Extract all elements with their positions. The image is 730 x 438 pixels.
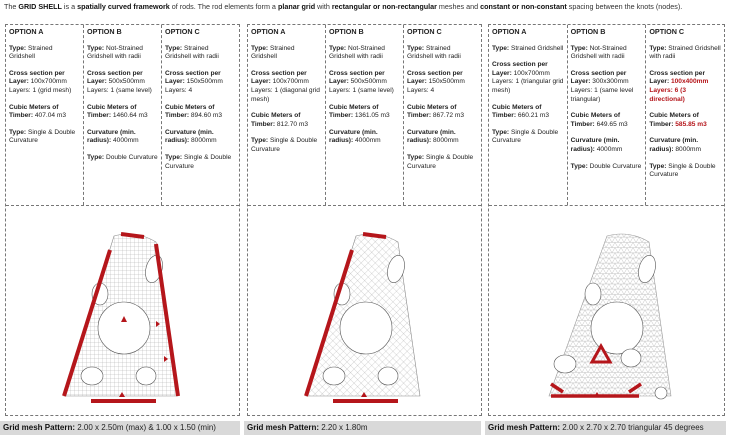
grid-mesh-caption-3 <box>485 421 726 435</box>
label: Cross section per Layer: <box>87 69 143 86</box>
label: Cubic Meters of Timber: <box>407 103 457 120</box>
option-b-card <box>326 25 404 205</box>
option-b-card <box>568 25 647 205</box>
value: 660.21 m3 <box>516 112 550 120</box>
label: Cubic Meters of Timber: <box>492 103 542 120</box>
opening <box>585 283 601 305</box>
intro-text <box>4 2 726 12</box>
label: Cross section per Layer: <box>570 69 627 86</box>
option-type <box>329 45 400 62</box>
value: 150x500mm <box>426 78 465 86</box>
value: 4000mm <box>594 145 623 153</box>
option-curvature <box>165 129 236 146</box>
option-cubic-meters <box>649 112 721 129</box>
option-type <box>571 45 643 62</box>
gridshell-panel-2 <box>247 24 482 416</box>
label: Cubic Meters of Timber: <box>649 112 699 128</box>
option-curvature-type <box>492 129 564 146</box>
value: Single & Double Curvature <box>9 128 76 145</box>
option-title: OPTION A <box>251 27 286 36</box>
option-c-card <box>162 25 239 205</box>
option-curvature <box>571 137 643 154</box>
intro-part: spacing between the knots (nodes). <box>566 2 683 11</box>
layers: Layers: 4 <box>165 86 193 94</box>
label: Type: <box>9 44 27 52</box>
option-cross-section <box>165 70 236 96</box>
opening <box>621 349 641 367</box>
option-cubic-meters <box>571 112 643 129</box>
option-curvature <box>87 129 158 146</box>
value: Strained Gridshell with radii <box>407 44 461 61</box>
option-title: OPTION B <box>329 27 364 36</box>
value: 4000mm <box>353 137 381 145</box>
label: Type: <box>251 44 269 52</box>
label: Type: <box>407 153 425 161</box>
option-curvature-type <box>571 163 643 172</box>
value: Single & Double Curvature <box>492 128 559 145</box>
option-curvature-type <box>9 129 80 146</box>
value: 300x300mm <box>590 78 629 86</box>
value: 8000mm <box>189 137 217 145</box>
value: Double Curvature <box>104 153 158 161</box>
option-cross-section <box>407 70 478 96</box>
value: 4000mm <box>111 137 139 145</box>
layers: Layers: 1 (diagonal grid mesh) <box>251 86 320 103</box>
label: Cubic Meters of Timber: <box>329 103 379 120</box>
value: Single & Double Curvature <box>165 153 232 170</box>
label: Type: <box>407 44 425 52</box>
label: Type: <box>570 162 588 170</box>
label: Type: <box>87 44 105 52</box>
opening <box>655 387 667 399</box>
value: 1460.64 m3 <box>111 112 148 120</box>
value: 407.04 m3 <box>33 112 67 120</box>
option-cross-section <box>571 70 643 104</box>
option-curvature <box>407 129 478 146</box>
opening <box>378 367 398 385</box>
caption-value: 2.20 x 1.80m <box>319 423 368 432</box>
option-type <box>165 45 236 62</box>
option-curvature-type <box>87 154 158 163</box>
label: Cross section per Layer: <box>251 69 307 86</box>
option-type <box>649 45 721 62</box>
value: Double Curvature <box>587 162 642 170</box>
label: Curvature (min. radius): <box>165 128 214 145</box>
label: Type: <box>251 137 269 145</box>
option-curvature-type <box>649 163 721 180</box>
layers: Layers: 1 (same level) <box>329 86 394 94</box>
option-type <box>407 45 478 62</box>
layers-highlight: Layers: 6 (3 directional) <box>649 86 686 103</box>
intro-bold: rectangular or non-rectangular <box>331 2 437 11</box>
gridshell-panel-1 <box>5 24 240 416</box>
label: Curvature (min. radius): <box>407 128 456 145</box>
value: Strained Gridshell with radii <box>165 44 219 61</box>
option-cross-section <box>87 70 158 96</box>
value: 649.65 m3 <box>594 120 628 128</box>
label: Cross section per Layer: <box>492 61 548 77</box>
caption-value: 2.00 x 2.70 x 2.70 triangular 45 degrees <box>560 423 704 432</box>
gridshell-plan-rectangular-icon <box>6 206 239 415</box>
opening <box>136 367 156 385</box>
gridshell-plan-drawing <box>489 206 724 415</box>
label: Type: <box>165 44 183 52</box>
grid-mesh-caption-2 <box>244 421 481 435</box>
intro-bold: spatially curved framework <box>77 2 170 11</box>
option-title: OPTION C <box>649 27 685 36</box>
option-curvature-type <box>407 154 478 171</box>
label: Type: <box>649 44 667 52</box>
value: 867.72 m3 <box>431 112 465 120</box>
value: 812.70 m3 <box>275 120 309 128</box>
label: Cubic Meters of Timber: <box>251 112 301 128</box>
option-type <box>251 45 322 62</box>
label: Type: <box>649 162 667 170</box>
option-curvature <box>329 129 400 146</box>
opening <box>81 367 103 385</box>
label: Curvature (min. radius): <box>87 128 136 145</box>
value: Strained Gridshell with radii <box>649 44 721 61</box>
intro-part: The <box>4 2 19 11</box>
options-row <box>489 25 724 206</box>
label: Curvature (min. radius): <box>649 137 699 153</box>
option-title: OPTION A <box>9 27 44 36</box>
value: 100x700mm <box>270 78 309 86</box>
opening-large <box>340 302 392 354</box>
option-c-card <box>404 25 481 205</box>
option-curvature-type <box>251 137 322 154</box>
gridshell-plan-diagonal-icon <box>248 206 481 415</box>
label: Cross section per Layer: <box>329 69 385 86</box>
label: Cross section per Layer: <box>407 69 463 86</box>
option-cross-section <box>9 70 80 96</box>
label: Type: <box>492 44 510 52</box>
label: Cubic Meters of Timber: <box>87 103 137 120</box>
opening <box>323 367 345 385</box>
option-cubic-meters <box>492 104 564 121</box>
value: 8000mm <box>431 137 459 145</box>
value: Not-Strained Gridshell with radii <box>87 44 143 61</box>
value: Not-Strained Gridshell with radii <box>570 44 627 61</box>
option-type <box>492 45 564 54</box>
intro-part: of rods. The rod elements form a <box>169 2 278 11</box>
value: 894.60 m3 <box>189 112 223 120</box>
layers: Layers: 1 (same level) <box>87 86 152 94</box>
label: Cubic Meters of Timber: <box>9 103 59 120</box>
value: Single & Double Curvature <box>649 162 716 179</box>
value-highlight: 100x400mm <box>669 78 709 86</box>
option-a-card <box>489 25 568 205</box>
label: Cubic Meters of Timber: <box>165 103 215 120</box>
label: Curvature (min. radius): <box>329 128 378 145</box>
label: Cubic Meters of Timber: <box>570 112 621 128</box>
option-title: OPTION B <box>570 27 606 36</box>
value: Not-Strained Gridshell with radii <box>329 44 385 61</box>
option-cubic-meters <box>251 112 322 129</box>
layers: Layers: 4 <box>407 86 435 94</box>
label: Type: <box>492 128 510 136</box>
option-a-card <box>248 25 326 205</box>
intro-bold: constant or non-constant <box>480 2 567 11</box>
gridshell-plan-triangular-icon <box>489 206 724 415</box>
options-row <box>6 25 239 206</box>
caption-value: 2.00 x 2.50m (max) & 1.00 x 1.50 (min) <box>75 423 216 432</box>
option-title: OPTION B <box>87 27 122 36</box>
intro-bold: GRID SHELL <box>18 2 62 11</box>
options-row <box>248 25 481 206</box>
value: Strained Gridshell <box>509 44 564 52</box>
option-cubic-meters <box>87 104 158 121</box>
option-type <box>9 45 80 62</box>
intro-bold: planar grid <box>277 2 316 11</box>
option-cubic-meters <box>9 104 80 121</box>
gridshell-panel-3 <box>488 24 725 416</box>
layers: Layers: 1 (same level triangular) <box>570 86 634 103</box>
option-cubic-meters <box>165 104 236 121</box>
label: Type: <box>165 153 183 161</box>
option-curvature-type <box>165 154 236 171</box>
value: Single & Double Curvature <box>407 153 474 170</box>
intro-part: meshes and <box>436 2 481 11</box>
label: Type: <box>9 128 27 136</box>
option-title: OPTION C <box>407 27 442 36</box>
option-cubic-meters <box>329 104 400 121</box>
value: 1361.05 m3 <box>353 112 390 120</box>
label: Type: <box>570 44 588 52</box>
intro-part: with <box>315 2 332 11</box>
value: 8000mm <box>673 145 702 153</box>
option-cross-section <box>492 61 564 95</box>
grid-mesh-caption-1 <box>0 421 240 435</box>
option-type <box>87 45 158 62</box>
value: 100x700mm <box>511 69 550 77</box>
option-title: OPTION A <box>492 27 527 36</box>
value: Single & Double Curvature <box>251 137 318 153</box>
opening-large <box>98 302 150 354</box>
option-a-card <box>6 25 84 205</box>
option-title: OPTION C <box>165 27 200 36</box>
caption-label: Grid mesh Pattern: <box>247 423 320 432</box>
value: 100x700mm <box>28 78 67 86</box>
value-highlight: 585.85 m3 <box>673 120 707 128</box>
option-c-card <box>646 25 724 205</box>
label: Type: <box>87 153 105 161</box>
label: Cross section per Layer: <box>9 69 65 86</box>
opening <box>554 355 576 373</box>
layers: Layers: 1 (triangular grid mesh) <box>492 78 564 94</box>
label: Cross section per Layer: <box>165 69 221 86</box>
option-cross-section <box>649 70 721 104</box>
opening-large <box>591 302 643 354</box>
option-cross-section <box>329 70 400 96</box>
value: 150x500mm <box>184 78 223 86</box>
value: Strained Gridshell <box>9 44 53 61</box>
caption-label: Grid mesh Pattern: <box>488 423 561 432</box>
layers: Layers: 1 (grid mesh) <box>9 86 72 94</box>
value: 500x500mm <box>106 78 145 86</box>
option-curvature <box>649 137 721 154</box>
value: Strained Gridshell <box>251 44 295 61</box>
value: 500x500mm <box>348 78 387 86</box>
option-cubic-meters <box>407 104 478 121</box>
label: Type: <box>329 44 347 52</box>
option-b-card <box>84 25 162 205</box>
label: Cross section per Layer: <box>649 69 706 86</box>
caption-label: Grid mesh Pattern: <box>3 423 76 432</box>
option-cross-section <box>251 70 322 104</box>
label: Curvature (min. radius): <box>570 137 620 153</box>
intro-part: is a <box>61 2 78 11</box>
gridshell-plan-drawing <box>248 206 481 415</box>
gridshell-plan-drawing <box>6 206 239 415</box>
